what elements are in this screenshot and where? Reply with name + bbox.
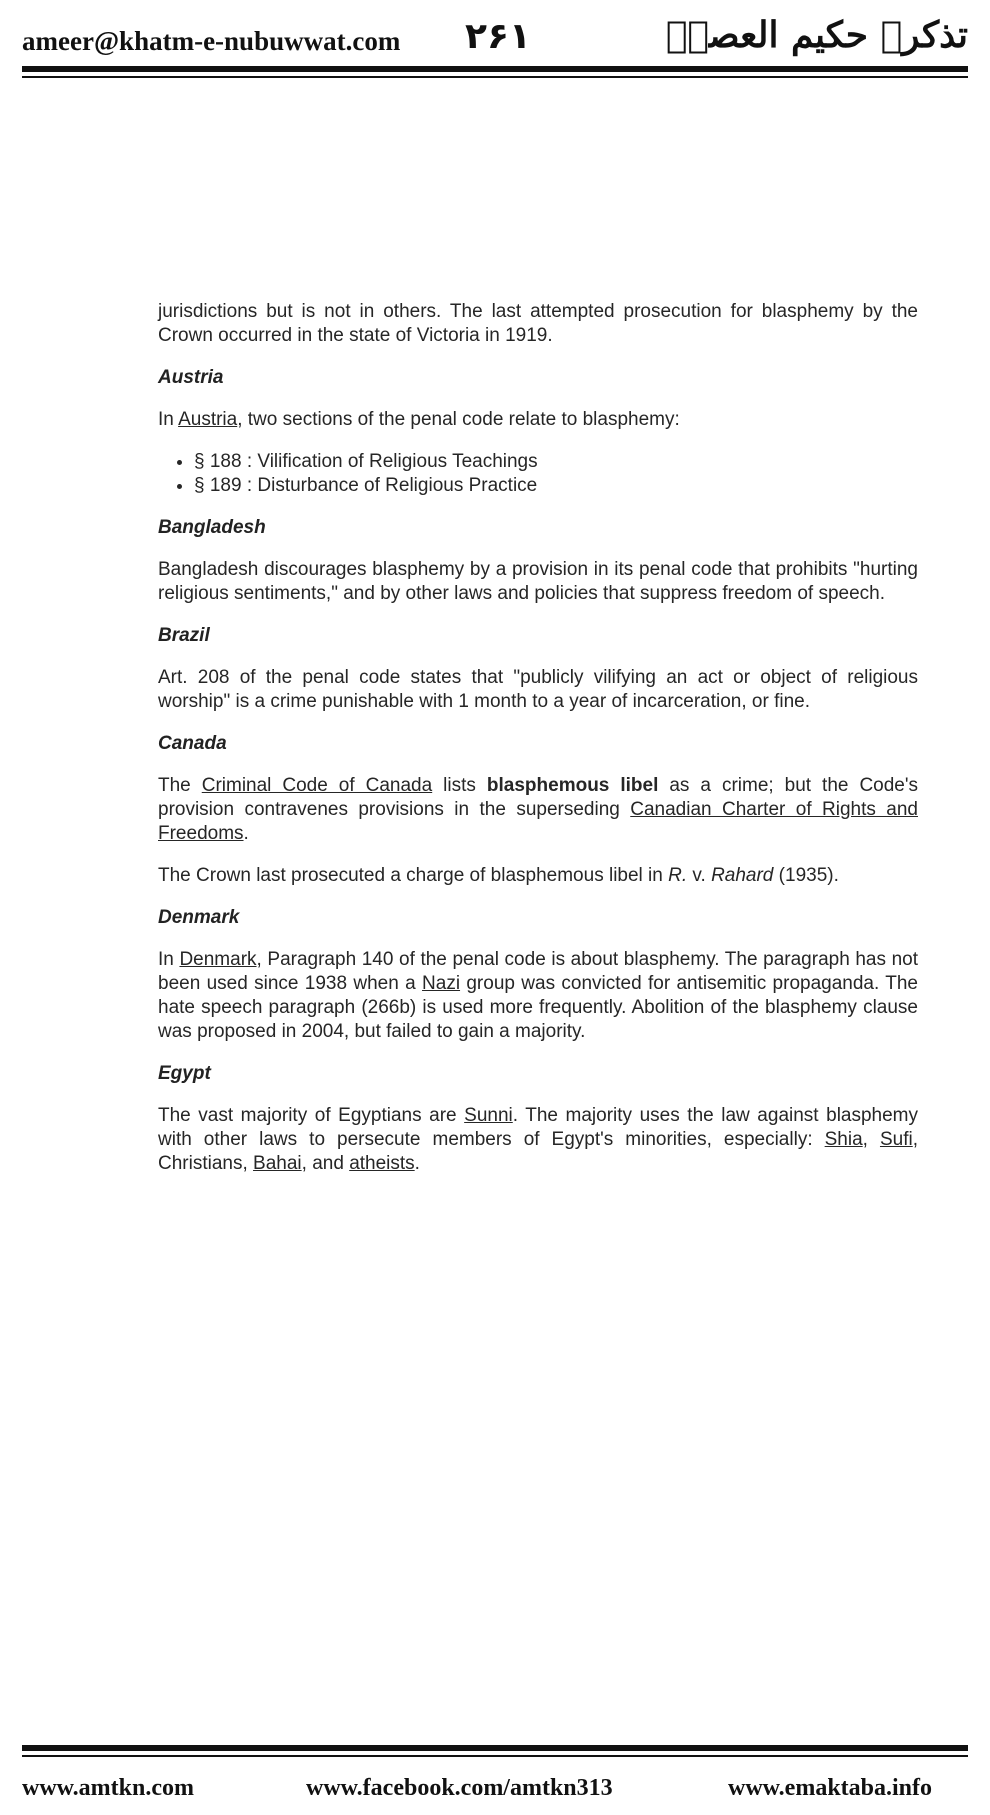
page-number: ۲۶۱ — [465, 16, 531, 57]
canada-paragraph-2 — [158, 864, 918, 888]
list-item: • § 188 : Vilification of Religious Teachings — [194, 450, 918, 474]
austria-list — [158, 450, 918, 498]
text: , Paragraph 140 of the penal code is about blasphemy. The paragraph has not been used since 1938 when a — [158, 949, 919, 994]
link-bahai[interactable]: Bahai — [253, 1153, 302, 1174]
text: The — [158, 775, 202, 796]
text: , Christians, — [158, 1129, 918, 1174]
denmark-paragraph — [158, 948, 918, 1044]
header-email[interactable]: ameer@khatm-e-nubuwwat.com — [22, 26, 401, 56]
text: The Crown last prosecuted a charge of blasphemous libel in — [158, 865, 669, 886]
text: lists — [432, 775, 487, 796]
heading-egypt: Egypt — [158, 1063, 211, 1084]
link-nazi[interactable]: Nazi — [422, 973, 461, 994]
link-shia[interactable]: Shia — [824, 1129, 863, 1150]
footer-rule-thin — [22, 1755, 968, 1757]
footer-rule-thick — [22, 1745, 968, 1751]
text: v. — [687, 865, 712, 886]
link-austria[interactable]: Austria — [178, 409, 238, 430]
footer-link-facebook[interactable]: www.facebook.com/amtkn313 — [306, 1775, 613, 1801]
text: as a crime; but the Code's provision contravenes provisions in the superseding — [158, 775, 918, 820]
bangladesh-paragraph: Bangladesh discourages blasphemy by a provision in its penal code that prohibits "hurting religious sentiments," and by other laws and policies that suppress freedom of speech. — [158, 559, 918, 604]
document-body — [158, 300, 918, 1194]
heading-denmark: Denmark — [158, 907, 240, 928]
footer-link-emaktaba[interactable]: www.emaktaba.info — [728, 1775, 933, 1801]
text: In — [158, 409, 179, 430]
link-atheists[interactable]: atheists — [349, 1153, 415, 1174]
text: group was convicted for antisemitic propaganda. The hate speech paragraph (266b) is used more frequently. Abolition of the blasphemy clause was proposed in 2004, but failed to gain a majority. — [158, 973, 918, 1042]
heading-canada: Canada — [158, 733, 227, 754]
heading-bangladesh: Bangladesh — [158, 517, 266, 538]
text: , and — [301, 1153, 350, 1174]
canada-paragraph-1 — [158, 774, 918, 846]
link-sunni[interactable]: Sunni — [464, 1105, 513, 1126]
footer-link-amtkn[interactable]: www.amtkn.com — [22, 1775, 194, 1801]
link-denmark[interactable]: Denmark — [179, 949, 257, 970]
list-item: • § 189 : Disturbance of Religious Practice — [194, 474, 918, 498]
case-r: R. — [668, 865, 688, 886]
brazil-paragraph: Art. 208 of the penal code states that "publicly vilifying an act or object of religious worship" is a crime punishable with 1 month to a year of incarceration, or fine. — [158, 667, 918, 712]
text: , two sections of the penal code relate to blasphemy: — [237, 409, 680, 430]
text: (1935). — [773, 865, 839, 886]
austria-intro — [158, 408, 918, 432]
bold-term: blasphemous libel — [486, 775, 659, 796]
heading-brazil: Brazil — [158, 625, 210, 646]
book-title: تذکرہ حکیم العصرؒ — [665, 14, 968, 56]
text: In — [158, 949, 180, 970]
egypt-paragraph — [158, 1104, 918, 1176]
link-criminal-code[interactable]: Criminal Code of Canada — [201, 775, 433, 796]
header-rule-thick — [22, 66, 968, 72]
page-footer — [0, 1745, 990, 1815]
text: . The majority uses the law against blasphemy with other laws to persecute members of Egypt's minorities, especially: — [158, 1105, 919, 1150]
heading-austria: Austria — [158, 367, 224, 388]
continuation-paragraph: jurisdictions but is not in others. The last attempted prosecution for blasphemy by the Crown occurred in the state of Victoria in 1919. — [158, 301, 918, 346]
text: The vast majority of Egyptians are — [158, 1105, 465, 1126]
link-canadian-charter[interactable]: Canadian Charter of Rights and Freedoms — [158, 799, 918, 844]
link-sufi[interactable]: Sufi — [879, 1129, 913, 1150]
page-header — [0, 0, 990, 90]
text: . — [243, 823, 249, 844]
case-name: Rahard — [711, 865, 774, 886]
header-rule-thin — [22, 76, 968, 78]
text: , — [862, 1129, 880, 1150]
text: . — [414, 1153, 420, 1174]
